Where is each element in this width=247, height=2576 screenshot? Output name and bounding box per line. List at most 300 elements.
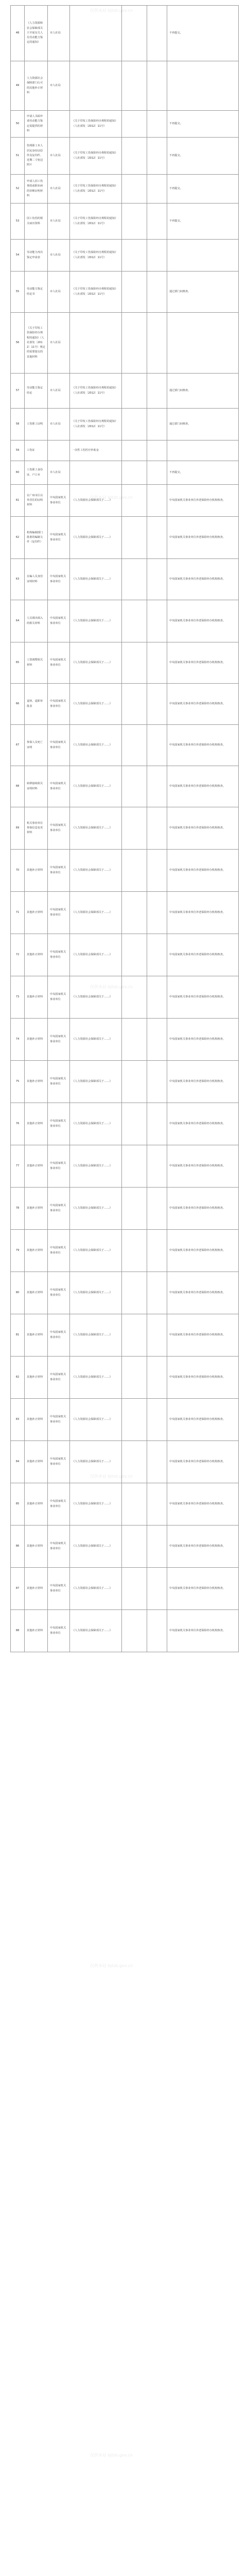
note-cell: 中央国家机关事业单位养老保险经办机构核查。: [167, 559, 239, 600]
row-number-cell: 65: [11, 642, 25, 684]
table-row: [11, 807, 239, 850]
table-row: [11, 1526, 239, 1568]
material-name-cell: 其他补正材料: [25, 1230, 48, 1272]
department-cell: 市人社局: [48, 272, 70, 313]
note-cell: 中央国家机关事业单位养老保险经办机构核查。: [167, 1145, 239, 1188]
department-cell: 中央国家机关事业单位: [48, 1399, 70, 1441]
material-name-cell: 工伤职工身份证、户口本: [25, 461, 48, 485]
material-name-cell: 其他补正材料: [25, 1314, 48, 1357]
table-row: [11, 272, 239, 313]
table-row: [11, 1357, 239, 1399]
spacer-cell-cell: [147, 559, 167, 600]
department-cell: 中央国家机关事业单位: [48, 684, 70, 725]
material-name-cell: 《人力资源和社会保障部关于开展有关人员劳动能力鉴定的通知》: [25, 6, 48, 61]
spacer-cell-cell: [122, 600, 147, 642]
table-row: [11, 1314, 239, 1357]
basis-cell: 《关于印发工伤保险经办规程的通知》（人社部发〔2012〕11号）: [70, 204, 122, 240]
row-number-cell: 81: [11, 1314, 25, 1357]
department-cell: 中央国家机关事业单位: [48, 892, 70, 934]
spacer-cell-cell: [122, 111, 147, 138]
material-name-cell: 其他补正材料: [25, 1357, 48, 1399]
department-cell: 中央国家机关事业单位: [48, 766, 70, 807]
department-cell: 中央国家机关事业单位: [48, 1019, 70, 1061]
note-cell: 通过部门间核查。: [167, 409, 239, 440]
department-cell: 中央国家机关事业单位: [48, 1230, 70, 1272]
note-cell: 中央国家机关事业单位养老保险经办机构核查。: [167, 1568, 239, 1610]
row-number-cell: 72: [11, 934, 25, 976]
row-number-cell: 71: [11, 892, 25, 934]
table-row: [11, 934, 239, 976]
spacer-cell-cell: [147, 1103, 167, 1145]
department-cell: 中央国家机关事业单位: [48, 1441, 70, 1483]
note-cell: 中央国家机关事业单位养老保险经办机构核查。: [167, 807, 239, 850]
basis-cell: 《人力资源社会保障部关于……》: [70, 1061, 122, 1103]
spacer-cell-cell: [122, 517, 147, 559]
row-number-cell: 79: [11, 1230, 25, 1272]
material-name-cell: 其他补正材料: [25, 934, 48, 976]
spacer-cell-cell: [122, 240, 147, 272]
note-cell: 中央国家机关事业单位养老保险经办机构核查。: [167, 725, 239, 766]
spacer-cell-cell: [147, 684, 167, 725]
row-number-cell: 76: [11, 1103, 25, 1145]
spacer-cell-cell: [122, 204, 147, 240]
department-cell: 中央国家机关事业单位: [48, 600, 70, 642]
table-row: [11, 138, 239, 175]
row-number-cell: 62: [11, 517, 25, 559]
basis-cell: [70, 61, 122, 111]
basis-cell: 《人力资源社会保障部关于……》: [70, 934, 122, 976]
basis-cell: 《关于印发工伤保险经办规程的通知》（人社部发〔2012〕11号）: [70, 272, 122, 313]
material-name-cell: 其他补正材料: [25, 850, 48, 892]
material-name-cell: 其他补正材料: [25, 1399, 48, 1441]
table-row: [11, 1103, 239, 1145]
department-cell: 市人社局: [48, 374, 70, 409]
spacer-cell-cell: [122, 976, 147, 1019]
material-name-cell: 机构编制部门批准的编制文件（复印件）: [25, 517, 48, 559]
basis-cell: 《人力资源社会保障部关于……》: [70, 1145, 122, 1188]
row-number-cell: 58: [11, 409, 25, 440]
material-name-cell: 《关于印发工伤保险经办规程的通知》（人社部发〔2012〕11号）规定的需要提交的其他材料: [25, 313, 48, 374]
table-row: [11, 240, 239, 272]
note-cell: 中央国家机关事业单位养老保险经办机构核查。: [167, 1314, 239, 1357]
spacer-cell-cell: [147, 1061, 167, 1103]
spacer-cell-cell: [122, 1526, 147, 1568]
spacer-cell-cell: [147, 61, 167, 111]
material-name-cell: 其他补正材料: [25, 1272, 48, 1314]
spacer-cell-cell: [122, 766, 147, 807]
row-number-cell: 52: [11, 175, 25, 204]
table-row: [11, 1483, 239, 1526]
department-cell: 市人社局: [48, 61, 70, 111]
note-cell: 中央国家机关事业单位养老保险经办机构核查。: [167, 1103, 239, 1145]
spacer-cell-cell: [122, 61, 147, 111]
table-row: [11, 1230, 239, 1272]
table-row: [11, 1568, 239, 1610]
spacer-cell-cell: [147, 725, 167, 766]
table-row: [11, 485, 239, 517]
spacer-cell-cell: [122, 175, 147, 204]
spacer-cell-cell: [147, 461, 167, 485]
spacer-cell-cell: [147, 409, 167, 440]
document-page: [10, 5, 237, 1652]
material-name-cell: 机关事业单位参保信息变更材料: [25, 807, 48, 850]
department-cell: 中央国家机关事业单位: [48, 976, 70, 1019]
row-number-cell: 50: [11, 111, 25, 138]
basis-cell: 《人力资源社会保障部关于……》: [70, 642, 122, 684]
row-number-cell: 87: [11, 1568, 25, 1610]
basis-cell: 《人力资源社会保障部关于……》: [70, 725, 122, 766]
basis-cell: 《人力资源社会保障部关于……》: [70, 1103, 122, 1145]
material-name-cell: 其他补正材料: [25, 1526, 48, 1568]
material-name-cell: 其他补正材料: [25, 1188, 48, 1230]
row-number-cell: 66: [11, 684, 25, 725]
department-cell: 中央国家机关事业单位: [48, 1061, 70, 1103]
row-number-cell: 88: [11, 1610, 25, 1652]
spacer-cell-cell: [147, 1399, 167, 1441]
spacer-cell-cell: [122, 1145, 147, 1188]
basis-cell: 《人力资源社会保障部关于……》: [70, 1399, 122, 1441]
material-name-cell: 伤残职工本人居民身份证原件及复印件、近期二寸免冠照片: [25, 138, 48, 175]
spacer-cell-cell: [147, 204, 167, 240]
row-number-cell: 54: [11, 240, 25, 272]
spacer-cell-cell: [147, 1483, 167, 1526]
basis-cell: 《人力资源社会保障部关于……》: [70, 1019, 122, 1061]
table-row: [11, 374, 239, 409]
department-cell: 中央国家机关事业单位: [48, 642, 70, 684]
table-row: [11, 1441, 239, 1483]
note-cell: 中央国家机关事业单位养老保险经办机构核查。: [167, 600, 239, 642]
table-row: [11, 642, 239, 684]
department-cell: 市人社局: [48, 138, 70, 175]
spacer-cell-cell: [147, 6, 167, 61]
spacer-cell-cell: [122, 892, 147, 934]
table-row: [11, 175, 239, 204]
spacer-cell-cell: [147, 1314, 167, 1357]
watermark: 仅供本站 bjtsb.gov.cn: [90, 1963, 133, 1968]
material-name-cell: 其他补正材料: [25, 1061, 48, 1103]
spacer-cell-cell: [122, 485, 147, 517]
spacer-cell-cell: [147, 600, 167, 642]
watermark: 仅供本站 bjtsb.gov.cn: [90, 495, 133, 500]
row-number-cell: 63: [11, 559, 25, 600]
table-row: [11, 440, 239, 461]
watermark: 仅供本站 bjtsb.gov.cn: [90, 1474, 133, 1479]
material-name-cell: 其他补正材料: [25, 1610, 48, 1652]
table-row: [11, 1019, 239, 1061]
note-cell: 中央国家机关事业单位养老保险经办机构核查。: [167, 1019, 239, 1061]
department-cell: 中央国家机关事业单位: [48, 485, 70, 517]
basis-cell: 《关于印发工伤保险经办规程的通知》（人社部发〔2012〕11号）: [70, 409, 122, 440]
basis-cell: 《人力资源社会保障部关于……》: [70, 1230, 122, 1272]
row-number-cell: 75: [11, 1061, 25, 1103]
material-name-cell: 劳动能力鉴定结论书: [25, 272, 48, 313]
spacer-cell-cell: [122, 1441, 147, 1483]
basis-cell: 《人力资源社会保障部关于……》: [70, 559, 122, 600]
spacer-cell-cell: [122, 440, 147, 461]
spacer-cell-cell: [122, 461, 147, 485]
spacer-cell-cell: [147, 892, 167, 934]
department-cell: 市人社局: [48, 204, 70, 240]
spacer-cell-cell: [122, 934, 147, 976]
spacer-cell-cell: [122, 1188, 147, 1230]
basis-cell: 一次性工伤医疗补助金: [70, 440, 122, 461]
table-body: [11, 6, 239, 1652]
row-number-cell: 73: [11, 976, 25, 1019]
basis-cell: 《人力资源社会保障部关于……》: [70, 1441, 122, 1483]
note-cell: 中央国家机关事业单位养老保险经办机构核查。: [167, 1441, 239, 1483]
spacer-cell-cell: [147, 272, 167, 313]
basis-cell: 《人力资源社会保障部关于……》: [70, 517, 122, 559]
spacer-cell-cell: [147, 175, 167, 204]
basis-cell: 《人力资源社会保障部关于……》: [70, 976, 122, 1019]
spacer-cell-cell: [122, 1314, 147, 1357]
table-row: [11, 1272, 239, 1314]
spacer-cell-cell: [147, 934, 167, 976]
row-number-cell: 77: [11, 1145, 25, 1188]
table-row: [11, 1610, 239, 1652]
table-row: [11, 600, 239, 642]
material-name-cell: 其他补正材料: [25, 1145, 48, 1188]
spacer-cell-cell: [147, 1230, 167, 1272]
note-cell: 中央国家机关事业单位养老保险经办机构核查。: [167, 976, 239, 1019]
spacer-cell-cell: [147, 1610, 167, 1652]
spacer-cell-cell: [122, 1399, 147, 1441]
spacer-cell-cell: [122, 313, 147, 374]
spacer-cell-cell: [147, 485, 167, 517]
department-cell: 市人社局: [48, 240, 70, 272]
row-number-cell: 64: [11, 600, 25, 642]
department-cell: 中央国家机关事业单位: [48, 1357, 70, 1399]
spacer-cell-cell: [122, 1019, 147, 1061]
spacer-cell-cell: [147, 111, 167, 138]
department-cell: 中央国家机关事业单位: [48, 1610, 70, 1652]
basis-cell: 《人力资源社会保障部关于……》: [70, 807, 122, 850]
spacer-cell-cell: [147, 1357, 167, 1399]
spacer-cell-cell: [147, 313, 167, 374]
department-cell: 中央国家机关事业单位: [48, 1188, 70, 1230]
department-cell: 中央国家机关事业单位: [48, 1526, 70, 1568]
spacer-cell-cell: [122, 1103, 147, 1145]
row-number-cell: 53: [11, 204, 25, 240]
basis-cell: 《人力资源社会保障部关于……》: [70, 766, 122, 807]
material-name-cell: 退休、退职审批表: [25, 684, 48, 725]
table-row: [11, 313, 239, 374]
department-cell: 中央国家机关事业单位: [48, 517, 70, 559]
basis-cell: 《人力资源社会保障部关于……》: [70, 1272, 122, 1314]
table-row: [11, 1399, 239, 1441]
basis-cell: 《人力资源社会保障部关于……》: [70, 1357, 122, 1399]
department-cell: 中央国家机关事业单位: [48, 1272, 70, 1314]
basis-cell: 《人力资源社会保障部关于……》: [70, 684, 122, 725]
material-name-cell: 在编人员身份证明材料: [25, 559, 48, 600]
material-name-cell: 人力资源社会保障部门认可的其他补正材料: [25, 61, 48, 111]
spacer-cell-cell: [147, 440, 167, 461]
basis-cell: [70, 313, 122, 374]
basis-cell: 《人力资源社会保障部关于……》: [70, 1568, 122, 1610]
row-number-cell: 59: [11, 440, 25, 461]
spacer-cell-cell: [122, 6, 147, 61]
material-name-cell: 申请人书面申请劳动能力鉴定需提供的材料: [25, 111, 48, 138]
note-cell: 中央国家机关事业单位养老保险经办机构核查。: [167, 1188, 239, 1230]
note-cell: 中央国家机关事业单位养老保险经办机构核查。: [167, 485, 239, 517]
spacer-cell-cell: [122, 1272, 147, 1314]
table-row: [11, 517, 239, 559]
note-cell: 中央国家机关事业单位养老保险经办机构核查。: [167, 1399, 239, 1441]
basis-cell: 《关于印发工伤保险经办规程的通知》（人社部发〔2012〕11号）: [70, 138, 122, 175]
basis-cell: [70, 6, 122, 61]
watermark: 仅供本站 bjtsb.gov.cn: [90, 985, 133, 989]
table-row: [11, 766, 239, 807]
department-cell: 市人社局: [48, 6, 70, 61]
department-cell: 中央国家机关事业单位: [48, 725, 70, 766]
row-number-cell: 51: [11, 138, 25, 175]
department-cell: 中央国家机关事业单位: [48, 1483, 70, 1526]
basis-cell: 《人力资源社会保障部关于……》: [70, 1314, 122, 1357]
material-name-cell: 其他补正材料: [25, 1019, 48, 1061]
basis-cell: 《人力资源社会保障部关于……》: [70, 1188, 122, 1230]
material-name-cell: 申请人因工伤事故或职业病的诊断证明材料: [25, 175, 48, 204]
department-cell: 中央国家机关事业单位: [48, 807, 70, 850]
material-name-cell: 其他补正材料: [25, 1441, 48, 1483]
row-number-cell: 60: [11, 461, 25, 485]
table-row: [11, 850, 239, 892]
department-cell: [48, 111, 70, 138]
spacer-cell-cell: [122, 1357, 147, 1399]
row-number-cell: 84: [11, 1441, 25, 1483]
note-cell: 中央国家机关事业单位养老保险经办机构核查。: [167, 850, 239, 892]
row-number-cell: 74: [11, 1019, 25, 1061]
department-cell: 中央国家机关事业单位: [48, 1568, 70, 1610]
note-cell: 中央国家机关事业单位养老保险经办机构核查。: [167, 642, 239, 684]
basis-cell: 《人力资源社会保障部关于……》: [70, 850, 122, 892]
note-cell: 不再提交。: [167, 6, 239, 61]
department-cell: 市人社局: [48, 409, 70, 440]
note-cell: 中央国家机关事业单位养老保险经办机构核查。: [167, 517, 239, 559]
material-name-cell: 劳动能力鉴定结论: [25, 374, 48, 409]
basis-cell: 《人力资源社会保障部关于……》: [70, 1483, 122, 1526]
note-cell: 中央国家机关事业单位养老保险经办机构核查。: [167, 1230, 239, 1272]
row-number-cell: 86: [11, 1526, 25, 1568]
note-cell: 不再提交。: [167, 111, 239, 138]
spacer-cell-cell: [122, 138, 147, 175]
spacer-cell-cell: [122, 1230, 147, 1272]
spacer-cell-cell: [122, 559, 147, 600]
spacer-cell-cell: [122, 807, 147, 850]
note-cell: [167, 61, 239, 111]
row-number-cell: 69: [11, 807, 25, 850]
spacer-cell-cell: [147, 642, 167, 684]
table-row: [11, 559, 239, 600]
department-cell: 中央国家机关事业单位: [48, 1314, 70, 1357]
material-name-cell: 其他补正材料: [25, 1483, 48, 1526]
department-cell: 中央国家机关事业单位: [48, 850, 70, 892]
row-number-cell: 67: [11, 725, 25, 766]
watermark: 仅供本站 bjtsb.gov.cn: [90, 2453, 133, 2458]
spacer-cell-cell: [122, 684, 147, 725]
spacer-cell-cell: [147, 1272, 167, 1314]
table-row: [11, 409, 239, 440]
material-name-cell: 其他补正材料: [25, 976, 48, 1019]
table-row: [11, 1145, 239, 1188]
basis-cell: 《人力资源社会保障部关于……》: [70, 1526, 122, 1568]
row-number-cell: 57: [11, 374, 25, 409]
row-number-cell: 83: [11, 1399, 25, 1441]
table-row: [11, 61, 239, 111]
spacer-cell-cell: [147, 517, 167, 559]
spacer-cell-cell: [147, 976, 167, 1019]
row-number-cell: 61: [11, 485, 25, 517]
note-cell: 中央国家机关事业单位养老保险经办机构核查。: [167, 1610, 239, 1652]
spacer-cell-cell: [147, 240, 167, 272]
material-name-cell: 人员调出调入的相关材料: [25, 600, 48, 642]
spacer-cell-cell: [122, 1061, 147, 1103]
table-row: [11, 1188, 239, 1230]
department-cell: 中央国家机关事业单位: [48, 559, 70, 600]
spacer-cell-cell: [122, 850, 147, 892]
table-row: [11, 461, 239, 485]
watermark: 仅供本站 bjtsb.gov.cn: [90, 8, 133, 13]
note-cell: 中央国家机关事业单位养老保险经办机构核查。: [167, 934, 239, 976]
department-cell: 中央国家机关事业单位: [48, 1145, 70, 1188]
note-cell: 不再提交。: [167, 138, 239, 175]
note-cell: 中央国家机关事业单位养老保险经办机构核查。: [167, 1483, 239, 1526]
material-name-cell: 劳动能力再次鉴定申请表: [25, 240, 48, 272]
spacer-cell-cell: [147, 766, 167, 807]
spacer-cell-cell: [122, 272, 147, 313]
row-number-cell: 48: [11, 6, 25, 61]
row-number-cell: 70: [11, 850, 25, 892]
note-cell: 不再提交。: [167, 204, 239, 240]
spacer-cell-cell: [122, 1568, 147, 1610]
note-cell: 中央国家机关事业单位养老保险经办机构核查。: [167, 892, 239, 934]
basis-cell: 《人力资源社会保障部关于……》: [70, 600, 122, 642]
spacer-cell-cell: [147, 138, 167, 175]
basis-cell: 《人力资源社会保障部关于……》: [70, 485, 122, 517]
spacer-cell-cell: [122, 1483, 147, 1526]
note-cell: 不再提交。: [167, 461, 239, 485]
basis-cell: 《人力资源社会保障部关于……》: [70, 892, 122, 934]
note-cell: 中央国家机关事业单位养老保险经办机构核查。: [167, 1526, 239, 1568]
material-name-cell: 工资调整相关材料: [25, 642, 48, 684]
material-name-cell: 其他补正材料: [25, 1103, 48, 1145]
note-cell: 中央国家机关事业单位养老保险经办机构核查。: [167, 1357, 239, 1399]
spacer-cell-cell: [122, 374, 147, 409]
spacer-cell-cell: [147, 374, 167, 409]
spacer-cell-cell: [147, 1145, 167, 1188]
material-name-cell: 参保人员死亡证明: [25, 725, 48, 766]
material-name-cell: 其他补正材料: [25, 1568, 48, 1610]
basis-cell: [70, 461, 122, 485]
department-cell: 市人社局: [48, 313, 70, 374]
note-cell: 通过部门间核查。: [167, 374, 239, 409]
basis-cell: 《关于印发工伤保险经办规程的通知》（人社部发〔2012〕11号）: [70, 111, 122, 138]
department-cell: 中央国家机关事业单位: [48, 934, 70, 976]
table-row: [11, 976, 239, 1019]
table-row: [11, 892, 239, 934]
row-number-cell: 56: [11, 313, 25, 374]
note-cell: 中央国家机关事业单位养老保险经办机构核查。: [167, 1272, 239, 1314]
material-name-cell: 因工负伤的相关病历资料: [25, 204, 48, 240]
table-row: [11, 111, 239, 138]
table-row: [11, 204, 239, 240]
basis-cell: 《人力资源社会保障部关于……》: [70, 1610, 122, 1652]
row-number-cell: 55: [11, 272, 25, 313]
row-number-cell: 85: [11, 1483, 25, 1526]
row-number-cell: 68: [11, 766, 25, 807]
material-name-cell: 工伤证: [25, 440, 48, 461]
table-row: [11, 6, 239, 61]
basis-cell: 《关于印发工伤保险经办规程的通知》（人社部发〔2012〕11号）: [70, 240, 122, 272]
